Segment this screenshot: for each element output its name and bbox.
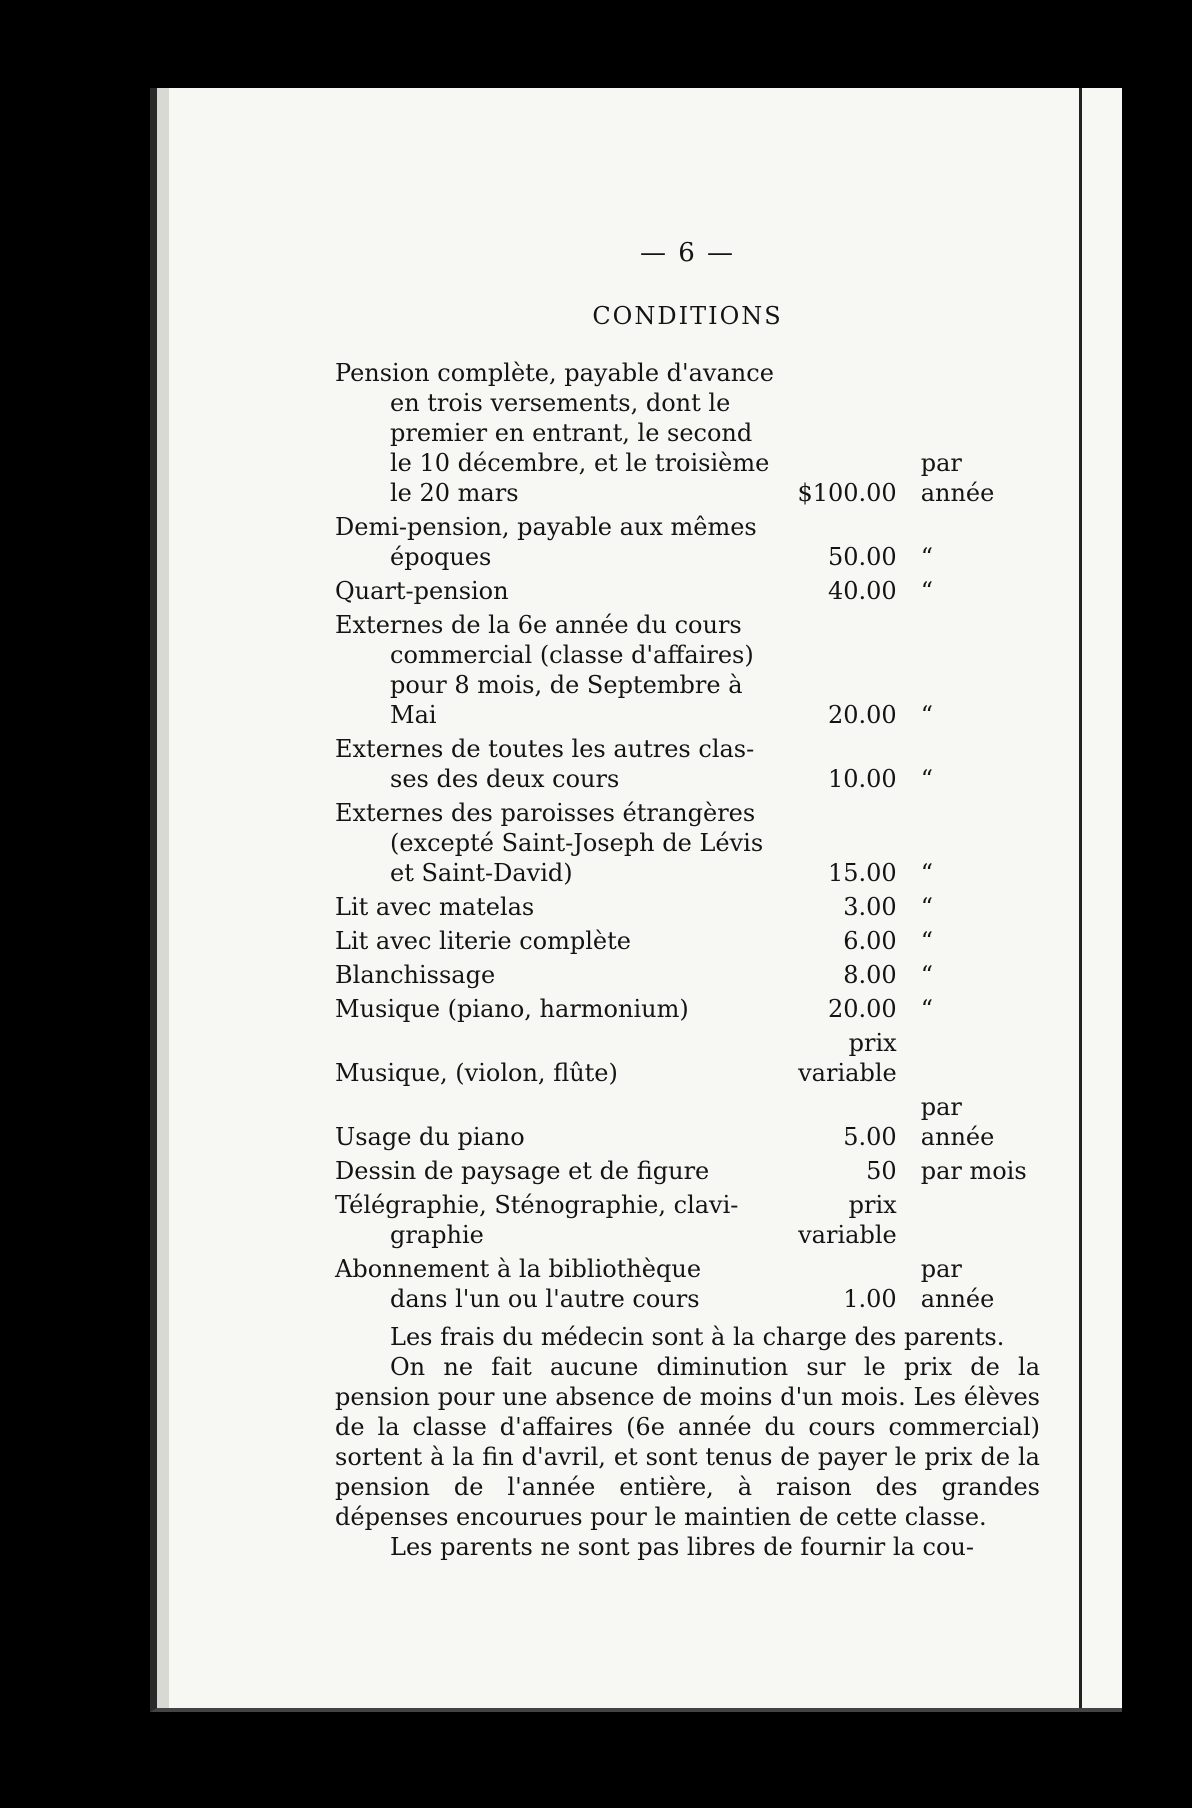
item-label bbox=[335, 610, 782, 730]
item-label-line: ses des deux cours bbox=[390, 765, 620, 793]
item-label-line: Dessin de paysage et de figure bbox=[335, 1157, 710, 1185]
item-amount: 15.00 bbox=[827, 859, 897, 887]
price-row bbox=[335, 1254, 1040, 1314]
item-label bbox=[335, 926, 782, 956]
item-label bbox=[335, 1122, 782, 1152]
item-unit: “ bbox=[920, 577, 933, 605]
item-amount: prix variable bbox=[798, 1191, 897, 1249]
item-label-line: premier en entrant, le second bbox=[390, 419, 753, 447]
item-label bbox=[335, 1058, 782, 1088]
item-amount: 5.00 bbox=[843, 1123, 897, 1151]
item-amount: 8.00 bbox=[843, 961, 897, 989]
item-label-line: Abonnement à la bibliothèque bbox=[335, 1255, 702, 1283]
item-label-line: (excepté Saint-Joseph de Lévis bbox=[390, 829, 764, 857]
item-label-line: graphie bbox=[390, 1221, 484, 1249]
item-label-line: Usage du piano bbox=[335, 1123, 525, 1151]
item-label bbox=[335, 892, 782, 922]
item-amount: $100.00 bbox=[797, 479, 897, 507]
item-label-line: Quart-pension bbox=[335, 577, 509, 605]
item-unit: “ bbox=[920, 859, 933, 887]
item-label bbox=[335, 734, 782, 794]
item-amount: 10.00 bbox=[827, 765, 897, 793]
item-unit: par année bbox=[920, 449, 995, 507]
item-label-line: Externes des paroisses étrangères bbox=[335, 799, 756, 827]
item-unit: par année bbox=[920, 1093, 995, 1151]
item-amount: 50 bbox=[866, 1157, 897, 1185]
item-label bbox=[335, 960, 782, 990]
paragraph: Les parents ne sont pas libres de fournir la cou- bbox=[390, 1533, 974, 1561]
item-label-line: Musique, (violon, flûte) bbox=[335, 1059, 618, 1087]
item-label-line: le 10 décembre, et le troisième bbox=[390, 449, 770, 477]
item-label bbox=[335, 358, 782, 508]
item-label bbox=[335, 1156, 782, 1186]
price-row bbox=[335, 1156, 1040, 1186]
item-amount: 40.00 bbox=[827, 577, 897, 605]
item-unit: par année bbox=[920, 1255, 995, 1313]
item-unit: “ bbox=[920, 701, 933, 729]
page-content bbox=[335, 238, 1040, 1562]
price-row bbox=[335, 358, 1040, 508]
page-number: — 6 — bbox=[639, 238, 736, 268]
item-label bbox=[335, 798, 782, 888]
document-page bbox=[150, 88, 1122, 1712]
item-label-line: Externes de la 6e année du cours bbox=[335, 611, 742, 639]
item-amount: 20.00 bbox=[827, 701, 897, 729]
item-label-line: Demi-pension, payable aux mêmes bbox=[335, 513, 757, 541]
item-label bbox=[335, 994, 782, 1024]
item-label-line: pour 8 mois, de Septembre à bbox=[390, 671, 743, 699]
item-unit: “ bbox=[920, 893, 933, 921]
item-label-line: en trois versements, dont le bbox=[390, 389, 731, 417]
paragraph: On ne fait aucune diminution sur le prix de la pension pour une absence de moins d'un mois. Les élèves de la classe d'affaires (6e année du cours commercial) sortent à la fin d'avril, et sont tenus de payer le prix de la pension de l'année entière, à raison des grandes dépenses encourues pour le maintien de cette classe. bbox=[335, 1353, 1040, 1531]
item-label-line: époques bbox=[390, 543, 492, 571]
item-label-line: Externes de toutes les autres clas- bbox=[335, 735, 755, 763]
item-amount: 1.00 bbox=[843, 1285, 897, 1313]
item-amount: 3.00 bbox=[843, 893, 897, 921]
item-label-line: Musique (piano, harmonium) bbox=[335, 995, 689, 1023]
price-row bbox=[335, 1190, 1040, 1250]
item-label-line: Blanchissage bbox=[335, 961, 496, 989]
item-label-line: Mai bbox=[390, 701, 437, 729]
price-row bbox=[335, 610, 1040, 730]
item-unit: “ bbox=[920, 995, 933, 1023]
item-label-line: le 20 mars bbox=[390, 479, 519, 507]
price-row bbox=[335, 926, 1040, 956]
item-unit: “ bbox=[920, 961, 933, 989]
price-row bbox=[335, 576, 1040, 606]
section-heading: CONDITIONS bbox=[592, 302, 783, 330]
price-row bbox=[335, 734, 1040, 794]
item-unit: “ bbox=[920, 927, 933, 955]
item-label-line: Pension complète, payable d'avance bbox=[335, 359, 774, 387]
item-amount: 50.00 bbox=[827, 543, 897, 571]
item-amount: 20.00 bbox=[827, 995, 897, 1023]
item-unit: “ bbox=[920, 765, 933, 793]
item-label bbox=[335, 576, 782, 606]
page-edge-divider bbox=[1079, 88, 1082, 1708]
price-row bbox=[335, 994, 1040, 1024]
item-amount: 6.00 bbox=[843, 927, 897, 955]
notes-section bbox=[335, 1322, 1040, 1562]
item-unit: par mois bbox=[920, 1157, 1027, 1185]
paragraph: Les frais du médecin sont à la charge des parents. bbox=[390, 1323, 1005, 1351]
price-list bbox=[335, 358, 1040, 1314]
price-row bbox=[335, 1092, 1040, 1152]
item-label bbox=[335, 1254, 782, 1314]
item-label bbox=[335, 1190, 782, 1250]
item-unit: “ bbox=[920, 543, 933, 571]
price-row bbox=[335, 1028, 1040, 1088]
item-label bbox=[335, 512, 782, 572]
item-amount: prix variable bbox=[798, 1029, 897, 1087]
item-label-line: Lit avec matelas bbox=[335, 893, 535, 921]
item-label-line: et Saint-David) bbox=[390, 859, 573, 887]
price-row bbox=[335, 892, 1040, 922]
item-label-line: Lit avec literie complète bbox=[335, 927, 631, 955]
item-label-line: Télégraphie, Sténographie, clavi- bbox=[335, 1191, 739, 1219]
price-row bbox=[335, 798, 1040, 888]
price-row bbox=[335, 512, 1040, 572]
price-row bbox=[335, 960, 1040, 990]
item-label-line: dans l'un ou l'autre cours bbox=[390, 1285, 700, 1313]
item-label-line: commercial (classe d'affaires) bbox=[390, 641, 754, 669]
